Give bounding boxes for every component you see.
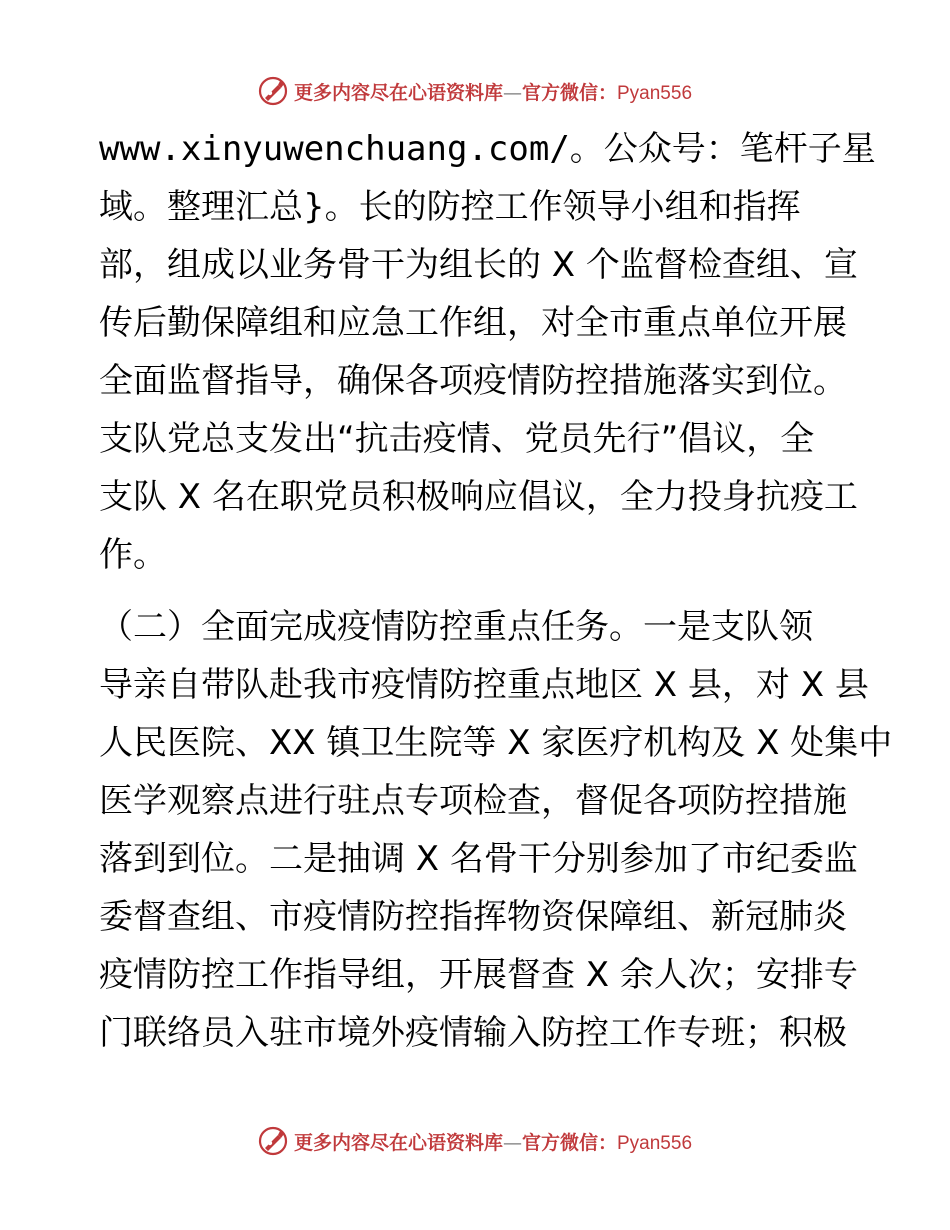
paragraph-1-line: 支队党总支发出“抗击疫情、党员先行”倡议，全 (99, 419, 815, 459)
paragraph-2-line: 疫情防控工作指导组，开展督查 X 余人次；安排专 (99, 955, 858, 995)
paragraph-1-line: 支队 X 名在职党员积极响应倡议，全力投身抗疫工 (99, 477, 858, 517)
paragraph-2-line: 人民医院、XX 镇卫生院等 X 家医疗机构及 X 处集中 (99, 723, 893, 763)
paragraph-2-line: 落到到位。二是抽调 X 名骨干分别参加了市纪委监 (99, 839, 858, 879)
paragraph-1-line: 全面监督指导，确保各项疫情防控措施落实到位。 (99, 361, 847, 401)
pen-logo-icon (258, 76, 288, 106)
header-banner-text (294, 78, 692, 105)
paragraph-2-line: 导亲自带队赴我市疫情防控重点地区 X 县，对 X 县 (99, 665, 869, 705)
footer-banner-dash: — (502, 1131, 522, 1154)
paragraph-2-line: 委督查组、市疫情防控指挥物资保障组、新冠肺炎 (99, 897, 847, 937)
document-body (99, 120, 893, 1062)
paragraph-gap (99, 584, 859, 598)
footer-banner-cn: 更多内容尽在心语资料库 (293, 1131, 503, 1154)
header-banner-cn: 更多内容尽在心语资料库 (293, 81, 503, 104)
footer-banner-text (294, 1128, 692, 1155)
footer-banner (0, 1121, 950, 1161)
paragraph-1-line: 传后勤保障组和应急工作组，对全市重点单位开展 (99, 303, 847, 343)
footer-banner-suffix: 官方微信： (521, 1131, 617, 1154)
paragraph-1 (99, 120, 876, 584)
pen-logo-icon (258, 1126, 288, 1156)
paragraph-2-line: （二）全面完成疫情防控重点任务。一是支队领 (99, 607, 813, 647)
paragraph-1-line: 作。 (99, 535, 167, 575)
header-banner-wechat-id: Pyan556 (617, 82, 693, 104)
header-banner (0, 71, 950, 111)
paragraph-1-line: 部，组成以业务骨干为组长的 X 个监督检查组、宣 (99, 245, 858, 285)
paragraph-1-line: www.xinyuwenchuang.com/。公众号：笔杆子星 (99, 129, 876, 169)
header-banner-dash: — (502, 81, 522, 104)
footer-banner-wechat-id: Pyan556 (617, 1132, 693, 1154)
paragraph-2-line: 医学观察点进行驻点专项检查，督促各项防控措施 (99, 781, 847, 821)
paragraph-2 (99, 598, 893, 1062)
paragraph-2-line: 门联络员入驻市境外疫情输入防控工作专班；积极 (99, 1013, 847, 1053)
paragraph-1-line: 域。整理汇总}。长的防控工作领导小组和指挥 (99, 187, 801, 227)
header-banner-suffix: 官方微信： (521, 81, 617, 104)
